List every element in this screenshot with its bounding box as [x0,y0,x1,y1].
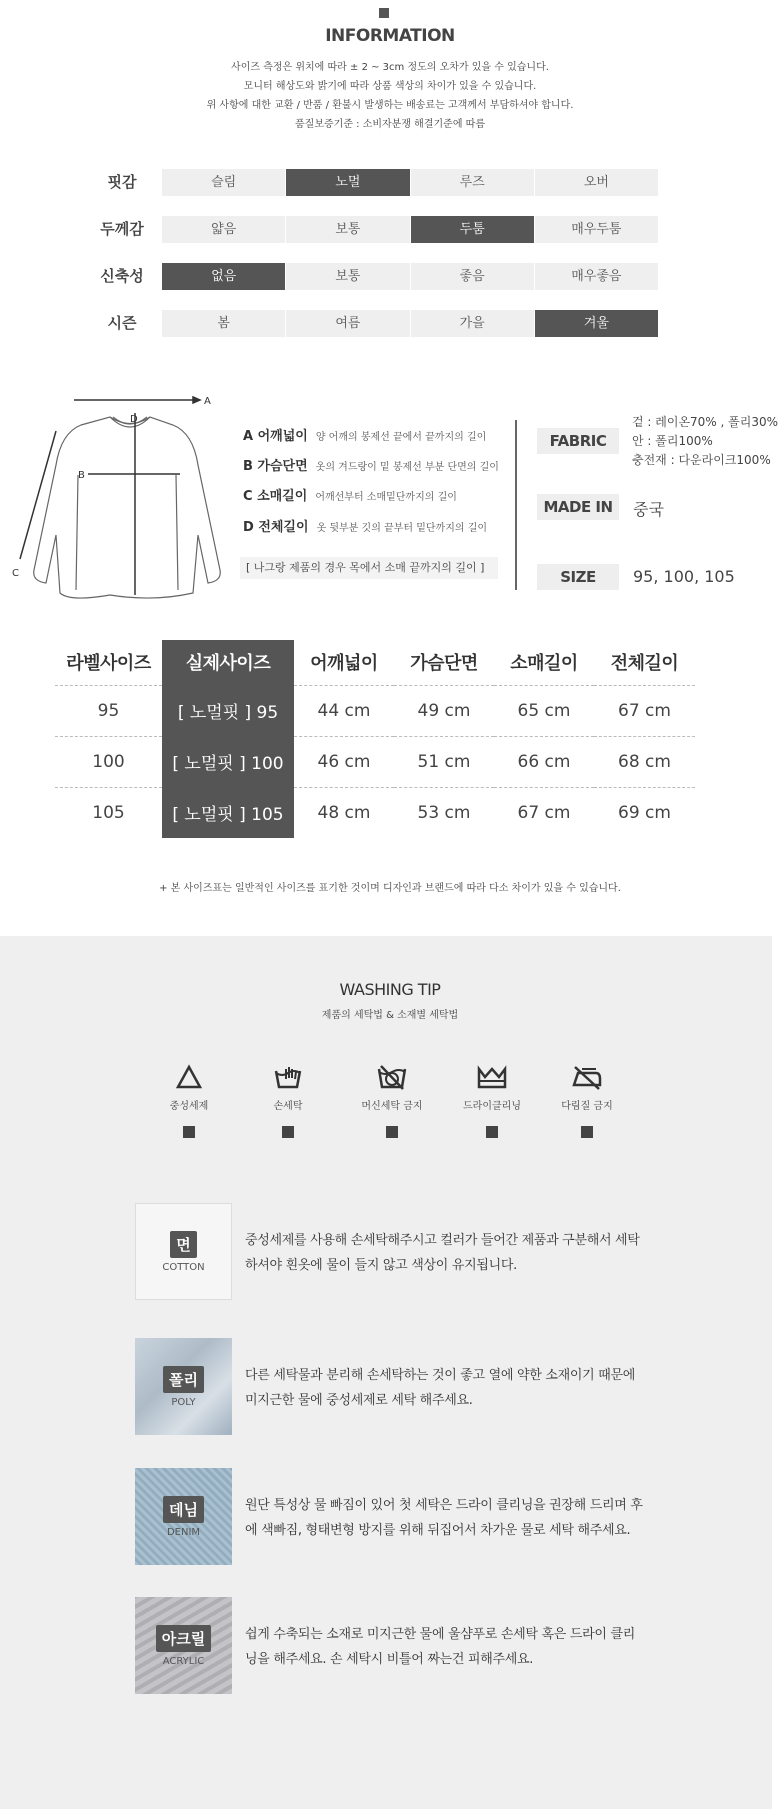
cotton-image [135,1203,232,1300]
cell-shoulder: 44 cm [294,685,394,736]
wash-marker [581,1126,593,1138]
acrylic-image [135,1597,232,1694]
option-cell: 보통 [286,216,410,243]
header-length: 전체길이 [610,653,679,675]
option-row-thickness [162,216,658,243]
cell-length: 67 cm [594,685,695,736]
measure-desc: 옷의 겨드랑이 밑 봉제선 부분 단면의 길이 [315,462,499,473]
option-cell-selected: 두툼 [411,216,535,243]
cell-real-size: [ 노멀핏 ] 105 [162,787,294,838]
spec-divider [515,420,517,590]
material-badge: 데님 [163,1496,204,1523]
option-cell-selected: 겨울 [535,310,658,337]
measure-d [243,516,487,535]
cell-length: 69 cm [594,787,695,838]
option-cell: 매우좋음 [571,269,622,284]
fabric-line: 겉 : 레이온70% , 폴리30% [632,415,779,429]
info-marker [379,8,389,18]
option-label-season: 시즌 [107,314,137,332]
washing-subtitle: 제품의 세탁법 & 소재별 세탁법 [321,1010,459,1021]
material-badge: 아크릴 [156,1625,211,1652]
fabric-line: 충전재 : 다운라이크100% [632,453,771,467]
cotton-text: 중성세제를 사용해 손세탁해주시고 컬러가 들어간 제품과 구분해서 세탁하셔야 흰옷에 물이 들지 않고 색상이 유지됩니다. [245,1233,640,1273]
cell-chest: 51 cm [394,736,494,787]
table-row [55,787,695,838]
wash-item-no-iron [542,1063,632,1138]
header-chest: 가슴단면 [410,653,478,675]
fabric-value [632,413,778,470]
material-en: COTTON [162,1261,205,1273]
wash-marker [486,1126,498,1138]
table-row [55,685,695,736]
cell-real-size: [ 노멀핏 ] 100 [162,736,294,787]
info-line: 위 사항에 대한 교환 / 반품 / 환불시 발생하는 배송료는 고객께서 부담하셔야 합니다. [206,100,574,111]
cell-label-size: 100 [55,736,162,787]
option-row-fit [162,169,658,196]
neutral-detergent-icon [174,1063,204,1091]
denim-image [135,1468,232,1565]
wash-marker [386,1126,398,1138]
size-table [55,640,695,838]
wash-item-neutral [144,1063,234,1138]
material-badge: 폴리 [163,1366,204,1393]
wash-label: 머신세탁 금지 [361,1101,423,1112]
option-row-season [162,310,658,337]
no-iron-icon [570,1063,604,1091]
option-cell: 슬림 [162,169,286,196]
cell-label-size: 105 [55,787,162,838]
size-table-note: + 본 사이즈표는 일반적인 사이즈를 표기한 것이며 디자인과 브랜드에 따라 다소 차이가 있을 수 있습니다. [159,883,621,894]
material-en: DENIM [166,1526,201,1538]
option-row-stretch [162,263,658,290]
material-en: ACRYLIC [162,1655,205,1667]
wash-label: 손세탁 [273,1101,303,1112]
wash-label: 중성세제 [169,1101,209,1112]
cell-sleeve: 65 cm [494,685,594,736]
wash-item-no-machine [347,1063,437,1138]
diagram-letter-d: D [130,414,138,425]
jacket-measure-diagram [8,395,233,610]
option-cell: 봄 [162,310,286,337]
table-row [55,736,695,787]
measure-key: B 가슴단면 [243,459,308,474]
no-machine-wash-icon [375,1063,409,1091]
cell-chest: 53 cm [394,787,494,838]
raglan-note: [ 나그랑 제품의 경우 목에서 소매 끝까지의 길이 ] [240,557,498,579]
material-badge: 면 [170,1231,197,1258]
info-line: 사이즈 측정은 위치에 따라 ± 2 ~ 3cm 정도의 오차가 있을 수 있습니다. [231,62,549,73]
header-label-size: 라벨사이즈 [66,653,151,675]
fabric-line: 안 : 폴리100% [632,434,713,448]
option-cell: 보통 [286,263,410,290]
measure-key: A 어깨넓이 [243,429,308,444]
cell-real-size: [ 노멀핏 ] 95 [162,685,294,736]
measure-a [243,425,486,444]
made-in-value: 중국 [633,500,664,519]
option-cell: 매우두툼 [571,222,622,237]
measure-key: C 소매길이 [243,489,308,504]
header-shoulder: 어깨넓이 [310,653,378,675]
washing-title: WASHING TIP [339,980,441,999]
option-cell-selected: 노멀 [286,169,410,196]
wash-marker [282,1126,294,1138]
cell-sleeve: 66 cm [494,736,594,787]
table-header-row [55,640,695,685]
hand-wash-icon [273,1063,303,1091]
dry-clean-icon [476,1063,508,1091]
material-en: POLY [171,1396,196,1408]
cell-chest: 49 cm [394,685,494,736]
size-value: 95, 100, 105 [633,567,735,586]
info-line: 모니터 해상도와 밝기에 따라 상품 색상의 차이가 있을 수 있습니다. [243,81,537,92]
option-label-stretch: 신축성 [100,267,144,285]
cell-length: 68 cm [594,736,695,787]
size-label: SIZE [537,564,619,590]
measure-c [243,485,457,504]
cell-shoulder: 46 cm [294,736,394,787]
option-label-thickness: 두께감 [100,220,144,238]
poly-image [135,1338,232,1435]
wash-item-dry-clean [447,1063,537,1138]
diagram-letter-a: A [204,396,211,407]
diagram-letter-b: B [78,470,85,481]
option-cell: 여름 [286,310,410,337]
measure-desc: 어깨선부터 소매밑단까지의 길이 [315,492,457,503]
header-real-size: 실제사이즈 [162,640,294,685]
header-sleeve: 소매길이 [510,653,578,675]
option-cell: 좋음 [411,263,535,290]
denim-text: 원단 특성상 물 빠짐이 있어 첫 세탁은 드라이 클리닝을 권장해 드리며 후에 색빠짐, 형태변형 방지를 위해 뒤집어서 차가운 물로 세탁 해주세요. [245,1498,643,1538]
made-in-label: MADE IN [537,494,619,520]
info-title: INFORMATION [325,26,455,46]
diagram-letter-c: C [12,568,19,579]
wash-marker [183,1126,195,1138]
option-cell: 루즈 [411,169,535,196]
option-cell: 오버 [583,175,609,190]
option-cell: 얇음 [162,216,286,243]
measure-key: D 전체길이 [243,520,309,535]
measure-desc: 양 어깨의 봉제선 끝에서 끝까지의 길이 [315,432,487,443]
measure-b [243,455,499,474]
info-line: 품질보증기준 : 소비자분쟁 해결기준에 따름 [295,119,485,130]
wash-label: 드라이클리닝 [463,1101,521,1112]
cell-sleeve: 67 cm [494,787,594,838]
acrylic-text: 쉽게 수축되는 소재로 미지근한 물에 울샴푸로 손세탁 혹은 드라이 클리닝을 해주세요. 손 세탁시 비틀어 짜는건 피해주세요. [245,1627,635,1667]
option-cell-selected: 없음 [162,263,286,290]
wash-item-hand [243,1063,333,1138]
poly-text: 다른 세탁물과 분리해 손세탁하는 것이 좋고 열에 약한 소재이기 때문에 미지근한 물에 중성세제로 세탁 해주세요. [245,1368,635,1408]
fabric-label: FABRIC [537,428,619,454]
option-label-fit: 핏감 [107,173,137,191]
measure-desc: 옷 뒷부분 깃의 끝부터 밑단까지의 길이 [316,523,488,534]
wash-label: 다림질 금지 [561,1101,613,1112]
option-cell: 가을 [411,310,535,337]
cell-label-size: 95 [55,685,162,736]
info-notice [0,58,780,134]
cell-shoulder: 48 cm [294,787,394,838]
